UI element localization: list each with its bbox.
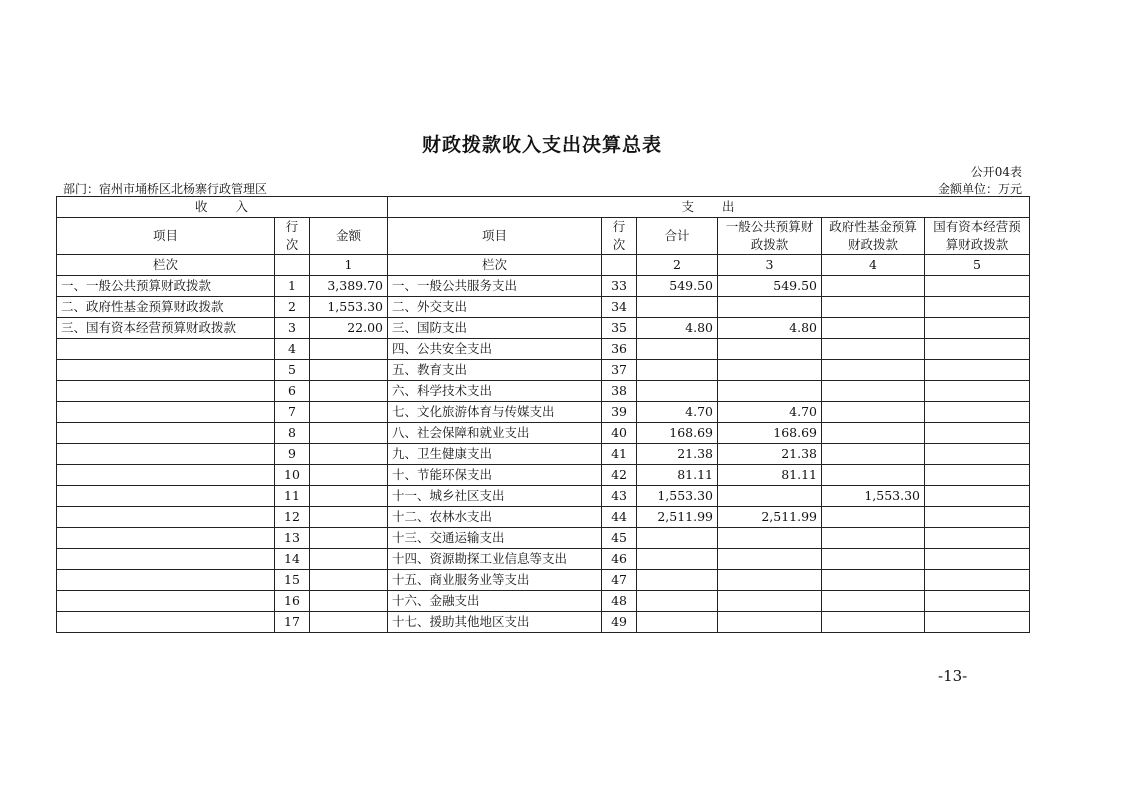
column-header-row [57,218,1030,255]
column-index-row [57,255,1030,276]
cell-expense-item: 三、国防支出 [388,318,602,339]
cell-expense-row-no: 34 [602,297,637,318]
cell-income-item [57,486,275,507]
cell-income-row-no: 6 [275,381,310,402]
table-row [57,339,1030,360]
cell-income-row-no: 10 [275,465,310,486]
cell-gov-fund [822,612,925,633]
cell-income-item [57,444,275,465]
cell-income-item [57,381,275,402]
cell-gov-fund [822,591,925,612]
cell-income-item: 一、一般公共预算财政拨款 [57,276,275,297]
cell-income-row-no: 4 [275,339,310,360]
cell-expense-row-no: 46 [602,549,637,570]
cell-expense-item: 二、外交支出 [388,297,602,318]
cell-expense-row-no: 47 [602,570,637,591]
index-expense-row-no [602,255,637,276]
cell-gov-fund [822,402,925,423]
cell-expense-row-no: 48 [602,591,637,612]
cell-expense-row-no: 35 [602,318,637,339]
cell-state-capital [925,465,1030,486]
table-row [57,318,1030,339]
cell-income-row-no: 8 [275,423,310,444]
cell-general-budget: 81.11 [718,465,822,486]
cell-income-amount [310,339,388,360]
cell-state-capital [925,528,1030,549]
cell-state-capital [925,381,1030,402]
header-income-row-no: 行次 [275,218,310,255]
cell-state-capital [925,444,1030,465]
expense-section-header: 支 出 [388,197,1030,218]
cell-income-amount [310,444,388,465]
cell-expense-row-no: 45 [602,528,637,549]
cell-income-amount: 1,553.30 [310,297,388,318]
cell-income-row-no: 5 [275,360,310,381]
cell-expense-item: 十三、交通运输支出 [388,528,602,549]
index-gov-fund: 4 [822,255,925,276]
cell-expense-item: 六、科学技术支出 [388,381,602,402]
cell-income-row-no: 16 [275,591,310,612]
cell-expense-row-no: 49 [602,612,637,633]
cell-gov-fund [822,318,925,339]
table-row [57,570,1030,591]
cell-gov-fund [822,381,925,402]
cell-state-capital [925,402,1030,423]
department-label: 部门：宿州市埇桥区北杨寨行政管理区 [63,182,268,196]
cell-general-budget [718,297,822,318]
table-row [57,297,1030,318]
cell-gov-fund [822,444,925,465]
cell-expense-row-no: 37 [602,360,637,381]
cell-general-budget: 168.69 [718,423,822,444]
cell-income-row-no: 13 [275,528,310,549]
table-row [57,507,1030,528]
cell-state-capital [925,612,1030,633]
cell-state-capital [925,549,1030,570]
cell-state-capital [925,360,1030,381]
income-section-header: 收 入 [57,197,388,218]
cell-income-item [57,507,275,528]
table-row [57,276,1030,297]
cell-expense-row-no: 44 [602,507,637,528]
cell-income-row-no: 12 [275,507,310,528]
cell-state-capital [925,423,1030,444]
cell-total [637,591,718,612]
cell-total [637,612,718,633]
index-total: 2 [637,255,718,276]
cell-income-item [57,402,275,423]
cell-income-amount [310,486,388,507]
cell-expense-item: 七、文化旅游体育与传媒支出 [388,402,602,423]
cell-general-budget: 4.80 [718,318,822,339]
cell-gov-fund [822,276,925,297]
cell-income-amount: 22.00 [310,318,388,339]
cell-state-capital [925,297,1030,318]
cell-income-item: 二、政府性基金预算财政拨款 [57,297,275,318]
table-row [57,549,1030,570]
table-row [57,423,1030,444]
cell-expense-row-no: 33 [602,276,637,297]
cell-total [637,297,718,318]
cell-expense-row-no: 41 [602,444,637,465]
cell-income-amount [310,423,388,444]
table-row [57,402,1030,423]
cell-income-amount [310,549,388,570]
cell-expense-row-no: 36 [602,339,637,360]
cell-general-budget [718,339,822,360]
cell-general-budget [718,612,822,633]
cell-income-amount [310,360,388,381]
cell-general-budget [718,360,822,381]
cell-income-row-no: 11 [275,486,310,507]
cell-total [637,381,718,402]
cell-total: 21.38 [637,444,718,465]
cell-income-item [57,549,275,570]
cell-income-row-no: 15 [275,570,310,591]
section-header-row [57,197,1030,218]
cell-income-amount [310,570,388,591]
index-general-budget: 3 [718,255,822,276]
cell-total: 4.70 [637,402,718,423]
table-row [57,444,1030,465]
table-row [57,591,1030,612]
header-gov-fund: 政府性基金预算财政拨款 [822,218,925,255]
table-row [57,360,1030,381]
table-row [57,612,1030,633]
cell-general-budget: 4.70 [718,402,822,423]
cell-expense-item: 一、一般公共服务支出 [388,276,602,297]
cell-general-budget [718,591,822,612]
cell-income-row-no: 2 [275,297,310,318]
cell-income-item: 三、国有资本经营预算财政拨款 [57,318,275,339]
cell-income-amount [310,381,388,402]
cell-income-row-no: 7 [275,402,310,423]
cell-expense-item: 十五、商业服务业等支出 [388,570,602,591]
cell-income-item [57,612,275,633]
cell-income-row-no: 1 [275,276,310,297]
cell-income-item [57,465,275,486]
cell-total: 81.11 [637,465,718,486]
index-income-row-no [275,255,310,276]
header-expense-item: 项目 [388,218,602,255]
index-income-item: 栏次 [57,255,275,276]
cell-expense-row-no: 38 [602,381,637,402]
cell-expense-item: 九、卫生健康支出 [388,444,602,465]
fiscal-summary-table [56,196,1030,633]
cell-total: 2,511.99 [637,507,718,528]
index-state-capital: 5 [925,255,1030,276]
header-expense-row-no: 行次 [602,218,637,255]
cell-income-item [57,528,275,549]
cell-general-budget [718,570,822,591]
cell-state-capital [925,276,1030,297]
cell-total [637,528,718,549]
cell-state-capital [925,318,1030,339]
form-number: 公开04表 [970,165,1022,179]
cell-general-budget: 549.50 [718,276,822,297]
cell-expense-row-no: 43 [602,486,637,507]
cell-total [637,570,718,591]
page-number: -13- [938,667,968,685]
table-row [57,528,1030,549]
cell-income-amount [310,465,388,486]
table-row [57,486,1030,507]
cell-total: 4.80 [637,318,718,339]
cell-income-amount [310,612,388,633]
cell-gov-fund [822,297,925,318]
cell-expense-item: 八、社会保障和就业支出 [388,423,602,444]
header-income-amount: 金额 [310,218,388,255]
cell-income-amount [310,528,388,549]
cell-total [637,549,718,570]
cell-expense-item: 十二、农林水支出 [388,507,602,528]
cell-income-item [57,570,275,591]
cell-state-capital [925,486,1030,507]
cell-gov-fund [822,507,925,528]
cell-gov-fund [822,360,925,381]
header-general-budget: 一般公共预算财政拨款 [718,218,822,255]
page-title: 财政拨款收入支出决算总表 [421,134,662,156]
header-total: 合计 [637,218,718,255]
cell-general-budget [718,381,822,402]
cell-income-item [57,423,275,444]
cell-expense-item: 五、教育支出 [388,360,602,381]
cell-income-row-no: 9 [275,444,310,465]
index-income-amount: 1 [310,255,388,276]
cell-expense-row-no: 39 [602,402,637,423]
table-row [57,381,1030,402]
cell-gov-fund [822,423,925,444]
cell-general-budget [718,528,822,549]
cell-gov-fund [822,339,925,360]
cell-expense-item: 四、公共安全支出 [388,339,602,360]
cell-income-amount [310,507,388,528]
cell-income-item [57,591,275,612]
cell-general-budget: 21.38 [718,444,822,465]
cell-income-amount: 3,389.70 [310,276,388,297]
amount-unit-label: 金额单位：万元 [937,182,1022,196]
header-state-capital: 国有资本经营预算财政拨款 [925,218,1030,255]
cell-total: 1,553.30 [637,486,718,507]
cell-income-item [57,360,275,381]
cell-gov-fund [822,528,925,549]
cell-total [637,360,718,381]
cell-expense-item: 十、节能环保支出 [388,465,602,486]
cell-general-budget [718,486,822,507]
cell-state-capital [925,339,1030,360]
cell-gov-fund: 1,553.30 [822,486,925,507]
cell-expense-row-no: 40 [602,423,637,444]
cell-total: 549.50 [637,276,718,297]
index-expense-item: 栏次 [388,255,602,276]
cell-general-budget: 2,511.99 [718,507,822,528]
table-row [57,465,1030,486]
cell-income-item [57,339,275,360]
cell-expense-item: 十一、城乡社区支出 [388,486,602,507]
cell-income-row-no: 17 [275,612,310,633]
cell-general-budget [718,549,822,570]
cell-total [637,339,718,360]
cell-income-amount [310,402,388,423]
cell-gov-fund [822,570,925,591]
cell-expense-item: 十七、援助其他地区支出 [388,612,602,633]
cell-expense-item: 十四、资源勘探工业信息等支出 [388,549,602,570]
cell-income-row-no: 14 [275,549,310,570]
cell-expense-item: 十六、金融支出 [388,591,602,612]
cell-gov-fund [822,549,925,570]
cell-state-capital [925,507,1030,528]
cell-expense-row-no: 42 [602,465,637,486]
cell-state-capital [925,591,1030,612]
cell-gov-fund [822,465,925,486]
cell-income-amount [310,591,388,612]
header-income-item: 项目 [57,218,275,255]
cell-state-capital [925,570,1030,591]
cell-income-row-no: 3 [275,318,310,339]
cell-total: 168.69 [637,423,718,444]
